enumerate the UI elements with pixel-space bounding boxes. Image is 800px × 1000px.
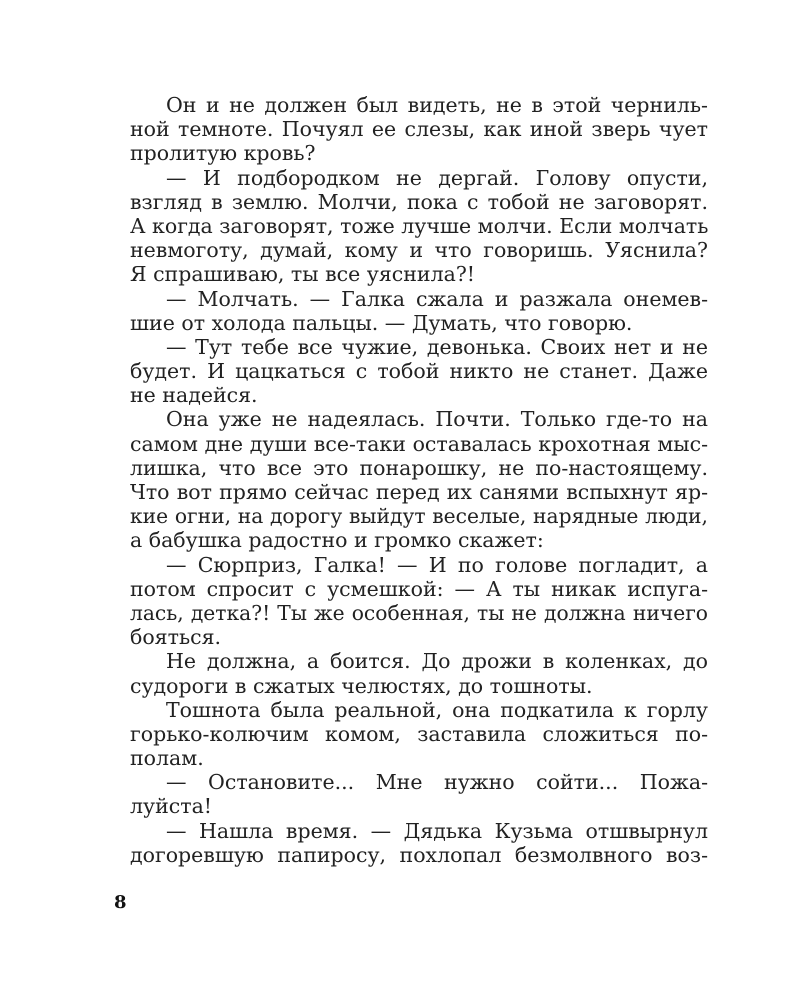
text-line: а бабушка радостно и громко скажет:	[130, 528, 544, 553]
text-line: Он и не должен был видеть, не в этой черниль-	[166, 93, 708, 117]
text-line: лишка, что все это понарошку, не по-настоящему.	[130, 455, 708, 480]
text-line: — И подбородком не дергай. Голову опусти,	[166, 165, 708, 190]
text-line: бояться.	[130, 625, 222, 650]
text-line: Она уже не надеялась. Почти. Только где-то на	[166, 407, 708, 432]
text-line: не надейся.	[130, 383, 258, 408]
text-line: — Нашла время. — Дядька Кузьма отшвырнул	[166, 818, 708, 843]
text-line: судороги в сжатых челюстях, до тошноты.	[130, 673, 593, 698]
text-line: кие огни, на дорогу выйдут веселые, нарядные люди,	[130, 504, 708, 529]
text-line: — Тут тебе все чужие, девонька. Своих нет и не	[166, 334, 708, 359]
body-text	[130, 93, 708, 867]
text-line: пролитую кровь?	[130, 141, 316, 166]
text-line: Что вот прямо сейчас перед их санями вспыхнут яр-	[130, 480, 708, 504]
text-line: А когда заговорят, тоже лучше молчи. Если молчать	[130, 213, 709, 238]
text-line: — Сюрприз, Галка! — И по голове погладит, а	[166, 552, 708, 577]
text-line: лась, детка?! Ты же особенная, ты не должна ничего	[130, 600, 708, 625]
text-line: потом спросит с усмешкой: — А ты никак испуга-	[130, 576, 708, 601]
text-line: самом дне души все-таки оставалась крохотная мыс-	[130, 431, 708, 456]
text-line: луйста!	[130, 794, 213, 819]
text-line: ной темноте. Почуял ее слезы, как иной зверь чует	[130, 117, 708, 142]
text-line: взгляд в землю. Молчи, пока с тобой не заговорят.	[130, 189, 708, 214]
text-line: Не должна, а боится. До дрожи в коленках, до	[166, 649, 708, 674]
text-line: невмоготу, думай, кому и что говоришь. Уяснила?	[130, 238, 708, 263]
text-line: догоревшую папиросу, похлопал безмолвного воз-	[130, 842, 708, 867]
text-line: Тошнота была реальной, она подкатила к горлу	[166, 697, 708, 722]
text-line: Я спрашиваю, ты все уяснила?!	[130, 262, 476, 287]
text-line: полам.	[130, 746, 204, 771]
text-line: — Молчать. — Галка сжала и разжала онемев-	[166, 286, 708, 311]
page-number: 8	[114, 892, 127, 913]
text-line: шие от холода пальцы. — Думать, что говорю.	[130, 310, 633, 335]
text-line: — Остановите... Мне нужно сойти... Пожа-	[166, 770, 708, 795]
text-line: будет. И цацкаться с тобой никто не станет. Даже	[130, 359, 708, 384]
text-line: горько-колючим комом, заставила сложиться по-	[130, 721, 708, 746]
